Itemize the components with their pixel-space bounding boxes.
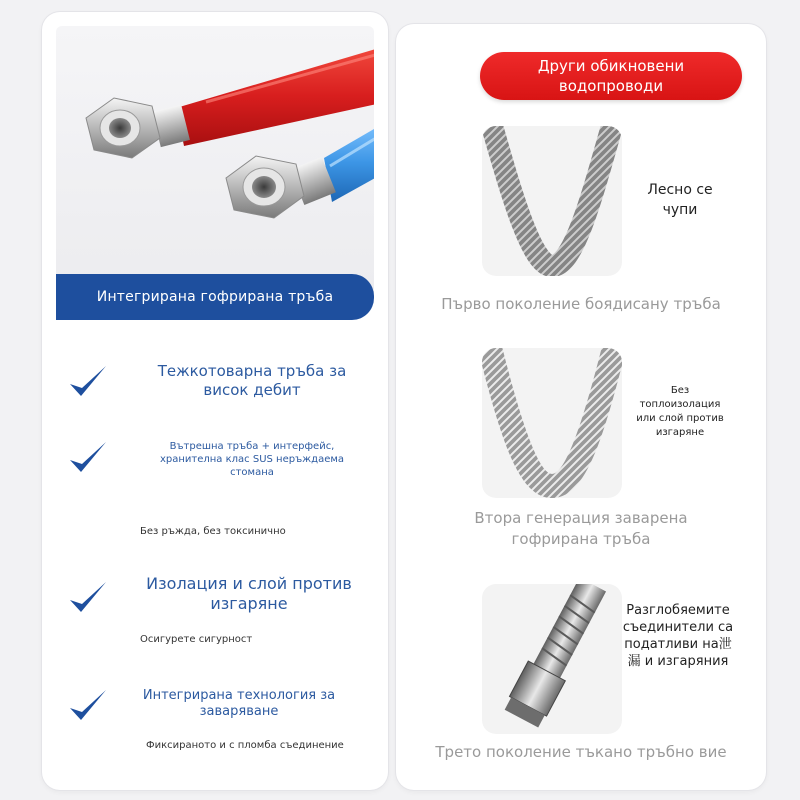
- item-note: Лесно се чупи: [647, 182, 713, 218]
- feature-note: Фиксираното и с пломба съединение: [146, 740, 344, 751]
- integrated-hose-banner: Интегрирана гофрирана тръба: [56, 274, 374, 320]
- feature-note: Осигурете сигурност: [140, 634, 253, 645]
- ordinary-hoses-header: [480, 52, 742, 100]
- item-caption: Първо поколение боядисану тръба: [441, 295, 721, 313]
- ordinary-hoses-panel: [396, 24, 766, 790]
- checkmark-icon: [66, 360, 110, 404]
- feature-subtitle: Вътрешна тръба + интерфейс, хранителна клас SUS неръждаема стомана: [159, 441, 345, 478]
- integrated-hose-panel: [42, 12, 388, 790]
- second-gen-hose-photo: [482, 348, 622, 498]
- item-note: Без топлоизолация или слой против изгаряне: [636, 385, 724, 438]
- feature-title: Тежкотоварна тръба за висок дебит: [157, 362, 347, 399]
- blue-hose: [226, 122, 374, 218]
- third-gen-hose-photo: [482, 584, 622, 734]
- product-photo: [56, 26, 374, 292]
- feature-note: Без ръжда, без токсинично: [140, 526, 286, 537]
- item-caption: Трето поколение тъкано тръбно вие: [435, 743, 727, 761]
- header-text: Други обикновени водопроводи: [537, 57, 685, 95]
- first-gen-hose-photo: [482, 126, 622, 276]
- red-hose: [86, 46, 374, 158]
- feature-title: Интегрирана технология за заваряване: [142, 688, 336, 720]
- feature-title: Изолация и слой против изгаряне: [146, 574, 352, 613]
- checkmark-icon: [66, 436, 110, 480]
- item-caption: Втора генерация заварена гофрирана тръба: [474, 509, 688, 548]
- checkmark-icon: [66, 684, 110, 728]
- item-note: Разглобяемите съединители са податливи на泄漏 и изгаряния: [622, 603, 734, 669]
- checkmark-icon: [66, 576, 110, 620]
